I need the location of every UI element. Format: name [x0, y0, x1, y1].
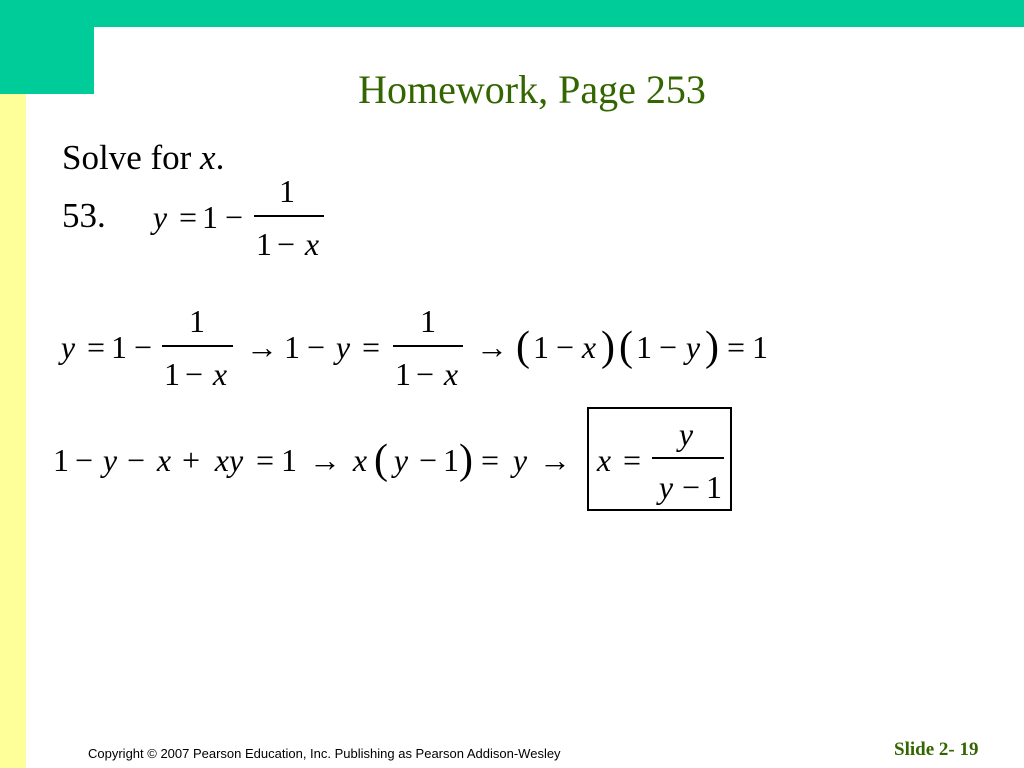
math-one: 1	[189, 303, 205, 339]
math-equals: =	[86, 329, 106, 365]
math-x: x	[581, 329, 597, 365]
math-x: x	[596, 442, 612, 478]
math-minus: −	[306, 329, 326, 365]
instruction-variable: x	[200, 138, 216, 177]
math-one: 1	[256, 226, 272, 262]
math-minus: −	[555, 329, 575, 365]
math-one: 1	[395, 356, 411, 392]
math-x: x	[212, 356, 228, 392]
math-left-paren: (	[516, 324, 530, 370]
side-accent-bar	[0, 94, 26, 768]
problem-equation	[150, 170, 340, 270]
math-x: x	[156, 442, 172, 478]
math-y: y	[152, 199, 168, 235]
math-minus: −	[418, 442, 438, 478]
math-arrow: →	[539, 442, 571, 478]
math-one: 1	[420, 303, 436, 339]
math-y: y	[60, 329, 76, 365]
math-right-paren: )	[459, 437, 473, 483]
math-one: 1	[752, 329, 768, 365]
math-y: y	[393, 442, 409, 478]
math-arrow: →	[476, 329, 508, 365]
math-right-paren: )	[705, 324, 719, 370]
math-minus: −	[133, 329, 153, 365]
solution-step-1	[50, 300, 790, 400]
math-plus: +	[181, 442, 201, 478]
math-equals: =	[255, 442, 275, 478]
math-y: y	[678, 416, 694, 452]
math-one: 1	[202, 199, 218, 235]
slide-title: Homework, Page 253	[358, 67, 706, 112]
math-right-paren: )	[601, 324, 615, 370]
math-one: 1	[533, 329, 549, 365]
math-equals: =	[178, 199, 198, 235]
math-one: 1	[281, 442, 297, 478]
math-one: 1	[706, 469, 722, 505]
footer-copyright: Copyright © 2007 Pearson Education, Inc. Publishing as Pearson Addison-Wesley	[88, 746, 561, 761]
math-xy: xy	[214, 442, 244, 478]
math-minus: −	[184, 356, 204, 392]
math-y: y	[658, 469, 674, 505]
instruction-lead: Solve for	[62, 138, 201, 177]
math-minus: −	[126, 442, 146, 478]
math-one: 1	[443, 442, 459, 478]
math-equals: =	[361, 329, 381, 365]
math-x: x	[352, 442, 368, 478]
math-y: y	[512, 442, 528, 478]
math-x: x	[443, 356, 459, 392]
math-minus: −	[681, 469, 701, 505]
math-one: 1	[636, 329, 652, 365]
problem-number: 53.	[62, 196, 106, 235]
math-minus: −	[74, 442, 94, 478]
math-x: x	[304, 226, 320, 262]
math-one: 1	[284, 329, 300, 365]
math-arrow: →	[246, 329, 278, 365]
math-one: 1	[279, 173, 295, 209]
final-answer	[590, 410, 730, 510]
math-arrow: →	[309, 442, 341, 478]
math-y: y	[102, 442, 118, 478]
math-minus: −	[415, 356, 435, 392]
math-one: 1	[111, 329, 127, 365]
math-equals: =	[480, 442, 500, 478]
math-y: y	[335, 329, 351, 365]
math-equals: =	[726, 329, 746, 365]
math-left-paren: (	[374, 437, 388, 483]
math-minus: −	[658, 329, 678, 365]
math-equals: =	[622, 442, 642, 478]
instruction-end: .	[215, 138, 225, 177]
math-left-paren: (	[619, 324, 633, 370]
top-accent-bar	[0, 0, 1024, 27]
math-one: 1	[164, 356, 180, 392]
math-y: y	[685, 329, 701, 365]
math-minus: −	[224, 199, 244, 235]
math-minus: −	[276, 226, 296, 262]
slide-number: Slide 2- 19	[894, 739, 979, 760]
math-one: 1	[53, 442, 69, 478]
